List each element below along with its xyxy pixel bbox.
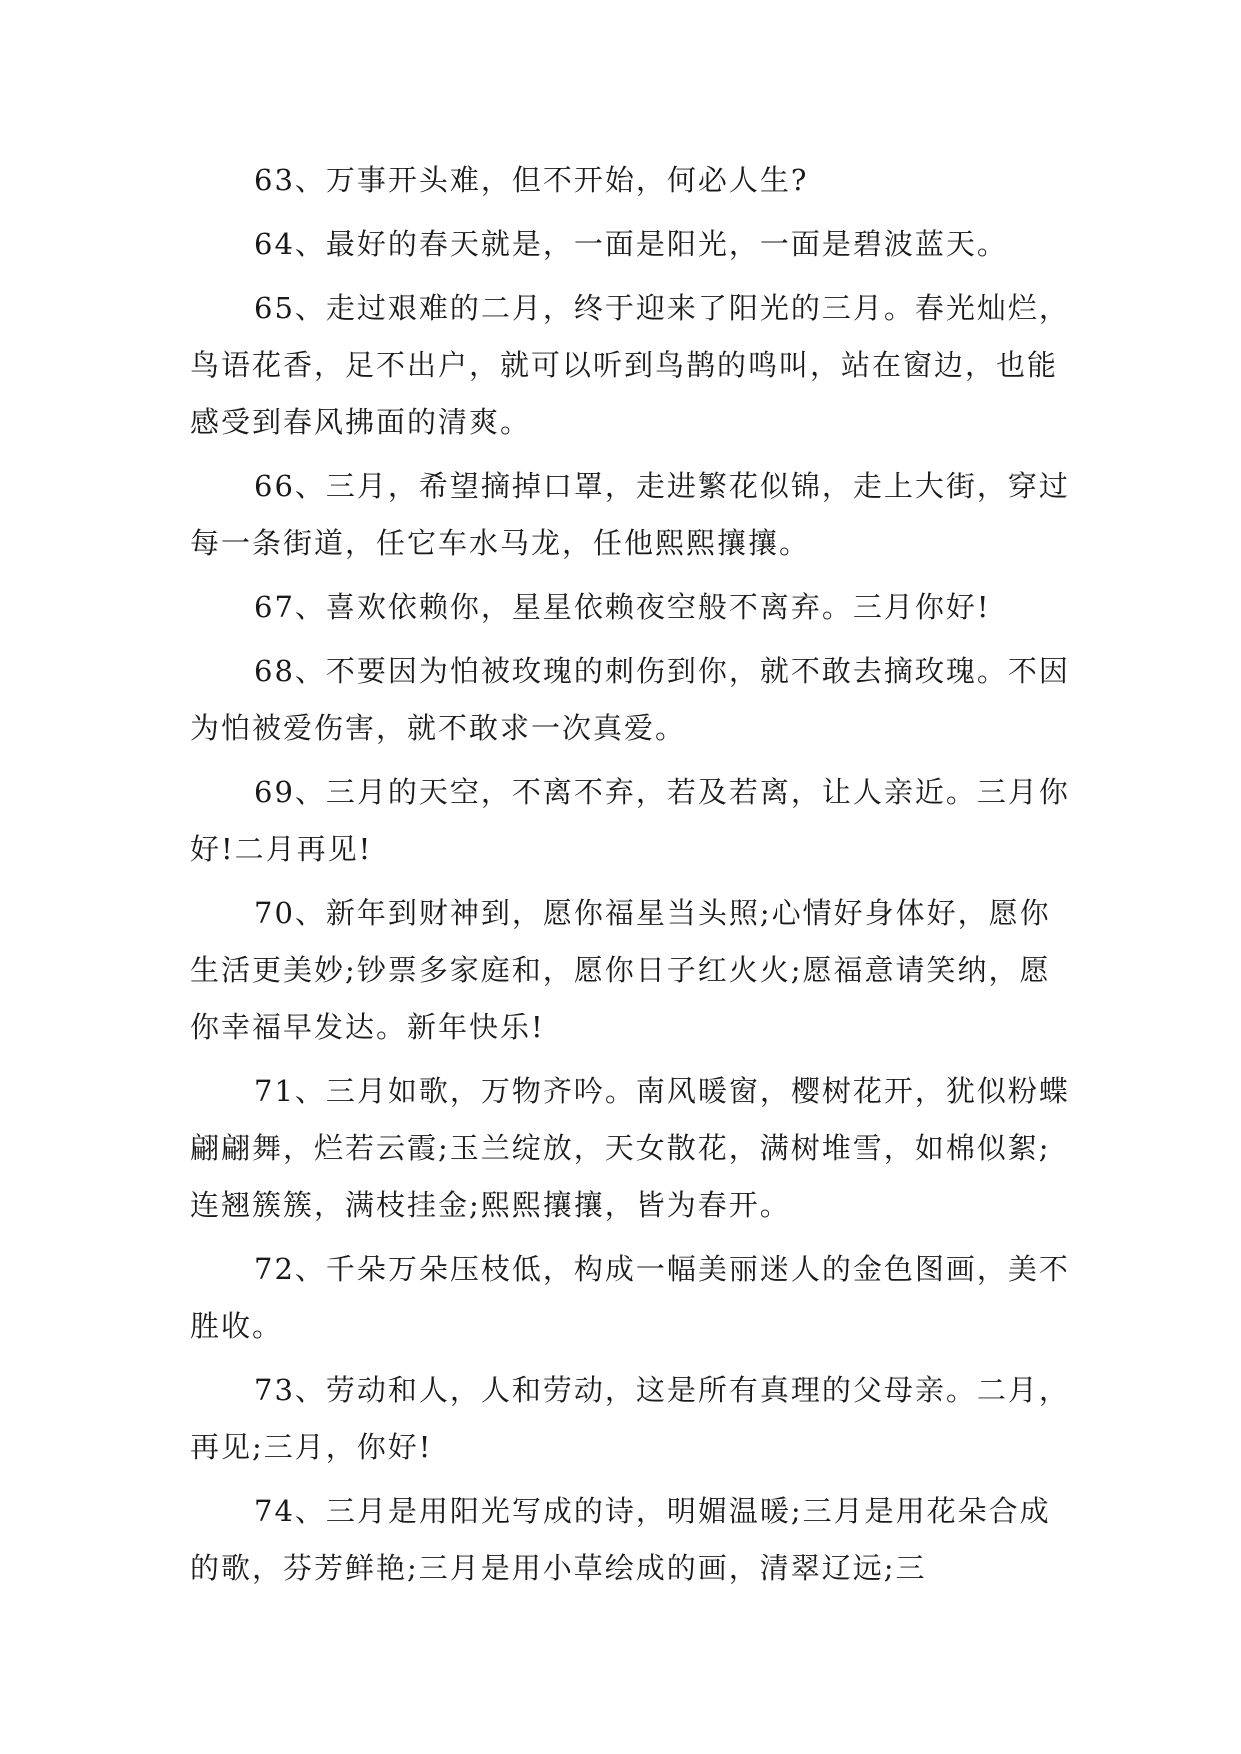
paragraph-70: 70、新年到财神到，愿你福星当头照;心情好身体好，愿你生活更美妙;钞票多家庭和，愿你日子红火火;愿福意请笑纳，愿你幸福早发达。新年快乐! bbox=[190, 896, 1051, 1044]
paragraph-68: 68、不要因为怕被玫瑰的刺伤到你，就不敢去摘玫瑰。不因为怕被爱伤害，就不敢求一次真爱。 bbox=[190, 654, 1070, 745]
paragraph-71: 71、三月如歌，万物齐吟。南风暖窗，樱树花开，犹似粉蝶翩翩舞，烂若云霞;玉兰绽放，天女散花，满树堆雪，如棉似絮;连翘簇簇，满枝挂金;熙熙攘攘，皆为春开。 bbox=[190, 1074, 1070, 1222]
paragraph-64: 64、最好的春天就是，一面是阳光，一面是碧波蓝天。 bbox=[254, 227, 1008, 261]
paragraph-63: 63、万事开头难，但不开始，何必人生? bbox=[254, 163, 809, 197]
paragraph-72: 72、千朵万朵压枝低，构成一幅美丽迷人的金色图画，美不胜收。 bbox=[190, 1252, 1070, 1343]
paragraph-69: 69、三月的天空，不离不弃，若及若离，让人亲近。三月你好!二月再见! bbox=[190, 775, 1070, 866]
paragraph-67: 67、喜欢依赖你，星星依赖夜空般不离弃。三月你好! bbox=[254, 590, 991, 624]
document-body bbox=[190, 152, 1070, 1604]
paragraph-73: 73、劳动和人，人和劳动，这是所有真理的父母亲。二月，再见;三月，你好! bbox=[190, 1373, 1070, 1464]
paragraph-66: 66、三月，希望摘掉口罩，走进繁花似锦，走上大街，穿过每一条街道，任它车水马龙，任他熙熙攘攘。 bbox=[190, 469, 1070, 560]
paragraph-74: 74、三月是用阳光写成的诗，明媚温暖;三月是用花朵合成的歌，芬芳鲜艳;三月是用小草绘成的画，清翠辽远;三 bbox=[190, 1494, 1051, 1585]
paragraph-65: 65、走过艰难的二月，终于迎来了阳光的三月。春光灿烂，鸟语花香，足不出户，就可以听到鸟鹊的鸣叫，站在窗边，也能感受到春风拂面的清爽。 bbox=[190, 291, 1070, 439]
